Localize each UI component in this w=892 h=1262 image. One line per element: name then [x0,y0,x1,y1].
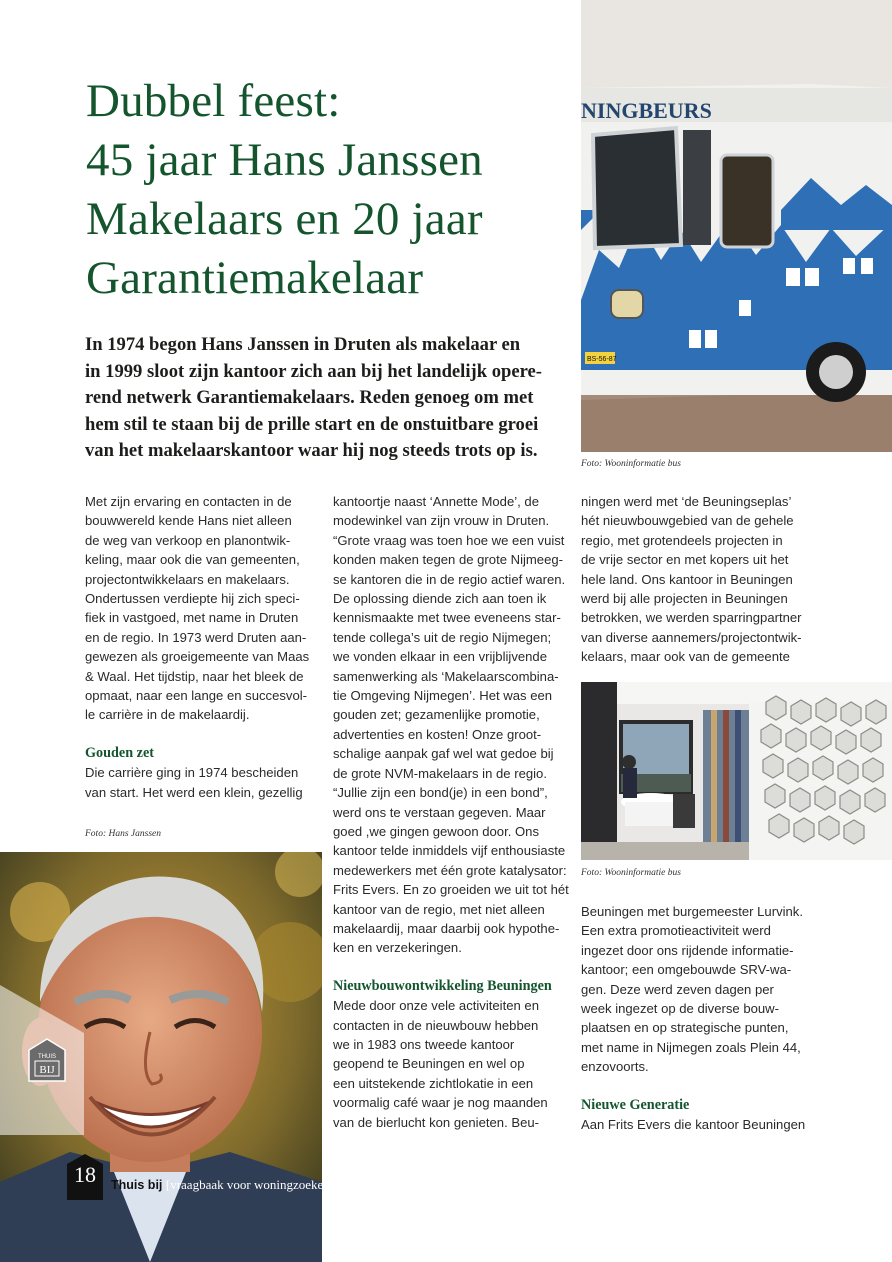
text-line: contacten in de nieuwbouw hebben [333,1017,539,1033]
text-line: Beuningen met burgemeester Lurvink. [581,904,803,919]
interior-photo-caption: Foto: Wooninformatie bus [581,868,681,878]
intro-line: van het makelaarskantoor waar hij nog steeds trots op is. [85,440,538,461]
text-line: Frits Evers. En zo groeiden we uit tot hét [333,882,569,898]
text-line: van start. Het werd een klein, gezellig [85,784,303,800]
intro-line: hem stil te staan bij de prille start en de onstuitbare groei [85,413,539,435]
col1-paragraph [85,492,315,725]
column-1 [85,492,315,802]
col2-paragraph [333,492,568,958]
text-line: de grote NVM-makelaars in de regio. [333,765,547,781]
text-line: van diverse aannemers/projectontwik- [581,629,802,645]
text-line: kantoortje naast ‘Annette Mode’, de [333,494,539,509]
text-line: ingezet door ons rijdende informatie- [581,942,794,958]
text-line: kelaars, maar ook van de gemeente [581,649,790,665]
text-line: advertenties en kosten! Onze groot- [333,726,542,742]
text-line: we vonden elkaar in een vrijblijvende [333,649,547,665]
column-3-top [581,492,821,667]
text-line: Een extra promotieactiviteit werd [581,923,771,939]
bus-photo [581,0,892,452]
title-line-1: Dubbel feest: [86,75,341,127]
text-line: hele land. Ons kantoor in Beuningen [581,571,793,587]
magazine-title: Thuis bij [111,1178,163,1192]
text-line: werd ons te verstaan gegeven. Maar [333,804,546,820]
text-line: een uitstekende zichtlokatie in een [333,1075,534,1091]
text-line: geopend te Beuningen en wel op [333,1056,525,1072]
text-line: de vrije sector en met kopers uit het [581,552,789,568]
text-line: “Jullie zijn een bond(je) in een bond”, [333,785,548,801]
text-line: we in 1983 ons tweede kantoor [333,1036,515,1052]
intro-line: In 1974 begon Hans Janssen in Druten als makelaar en [85,334,521,355]
magazine-name [111,1177,337,1193]
portrait-caption: Foto: Hans Janssen [85,829,161,839]
article-title [86,72,566,308]
text-line: ningen werd met ‘de Beuningseplas’ [581,494,792,509]
text-line: kantoor; een omgebouwde SRV-wa- [581,962,792,978]
col3-paragraph [581,902,821,1077]
text-line: Mede door onze vele activiteiten en [333,998,539,1014]
bus-plate-text: BS-56-87 [587,356,617,363]
logo-bottom-text: BIJ [39,1064,55,1076]
article-intro [85,332,560,465]
intro-line: rend netwerk Garantiemakelaars. Reden genoeg om met [85,387,534,408]
text-line: kantoor van de regio, met niet alleen [333,901,545,917]
text-line: Met zijn ervaring en contacten in de [85,494,292,509]
text-line: gewezen als groeigemeente van Maas [85,649,310,665]
text-line: kennismaakte met twee eveneens star- [333,610,561,626]
section-heading-nieuwbouw: Nieuwbouwontwikkeling Beuningen [333,977,552,994]
text-line: De oplossing diende zich aan toen ik [333,591,547,607]
col1-paragraph-2 [85,763,315,802]
text-line: le carrière in de makelaardij. [85,707,250,723]
text-line: tie Omgeving Nijmegen’. Het was een [333,688,553,704]
text-line: modewinkel van zijn vrouw in Druten. [333,513,550,529]
text-line: goed ,we gingen gewoon door. Ons [333,823,540,839]
text-line: met name in Nijmegen zoals Plein 44, [581,1039,801,1055]
text-line: bouwwereld kende Hans niet alleen [85,513,292,529]
text-line: fiek in vastgoed, met name in Druten [85,610,299,626]
text-line: schalige aanpak gaf wel wat gedoe bij [333,746,554,762]
text-line: konden maken tegen de grote Nijmeeg- [333,552,564,568]
bus-illustration [581,0,892,452]
text-line: medewerkers met één grote katalysator: [333,862,567,878]
logo-top-text: THUIS [38,1054,56,1060]
text-line: voormalig café waar je nog maanden [333,1095,548,1111]
column-2 [333,492,568,1132]
page-number: 18 [74,1162,96,1187]
text-line: samenwerking als ‘Makelaarscombina- [333,668,559,684]
thuis-bij-logo [28,1038,66,1082]
title-line-3: Makelaars en 20 jaar [86,193,483,245]
text-line: tende collega’s uit de regio Nijmegen; [333,629,552,645]
text-line: Aan Frits Evers die kantoor Beuningen [581,1117,806,1133]
bus-sign-text: NINGBEURS [581,98,712,123]
text-line: betrokken, we werden sparringpartner [581,610,802,626]
text-line: & Waal. Het tijdstip, naar het bleek de [85,668,304,684]
text-line: projectontwikkelaars en makelaars. [85,571,290,587]
text-line: de weg van verkoop en planontwik- [85,532,291,548]
text-line: en de regio. In 1973 werd Druten aan- [85,629,307,645]
text-line: regio, met grotendeels projecten in [581,532,783,548]
section-heading-nieuwe-generatie: Nieuwe Generatie [581,1096,690,1113]
text-line: werd bij alle projecten in Beuningen [581,591,788,607]
text-line: week ingezet op de diverse bouw- [581,1001,779,1017]
column-3-bottom [581,902,821,1134]
text-line: hét nieuwbouwgebied van de gehele [581,513,794,529]
title-line-2: 45 jaar Hans Janssen [86,134,483,186]
bus-photo-caption: Foto: Wooninformatie bus [581,459,681,469]
text-line: makelaardij, maar daarbij ook hypothe- [333,920,560,936]
text-line: plaatsen en op strategische punten, [581,1020,789,1036]
text-line: opmaat, naar een lange en succesvol- [85,688,308,704]
text-line: Die carrière ging in 1974 bescheiden [85,765,299,781]
intro-line: in 1999 sloot zijn kantoor zich aan bij het landelijk opere- [85,360,542,382]
section-heading-gouden-zet: Gouden zet [85,744,154,761]
interior-illustration [581,682,892,860]
text-line: kantoor telde inmiddels vijf enthousiaste [333,843,566,859]
interior-photo [581,682,892,860]
text-line: se kantoren die in de regio actief waren. [333,571,566,587]
text-line: gen. Deze werd zeven dagen per [581,981,774,997]
text-line: ken en verzekeringen. [333,940,462,956]
col2-paragraph-2 [333,996,568,1132]
magazine-tagline: [vraagbaak voor woningzoekers] [165,1177,337,1192]
text-line: enzovoorts. [581,1059,649,1075]
text-line: “Grote vraag was toen hoe we een vuist [333,532,565,548]
text-line: keling, maar ook die van gemeenten, [85,552,300,568]
title-line-4: Garantiemakelaar [86,252,424,304]
text-line: van de bierlucht kon genieten. Beu- [333,1114,540,1130]
text-line: gouden zet; gezamenlijke promotie, [333,707,540,723]
text-line: Ondertussen verdiepte hij zich speci- [85,591,300,607]
